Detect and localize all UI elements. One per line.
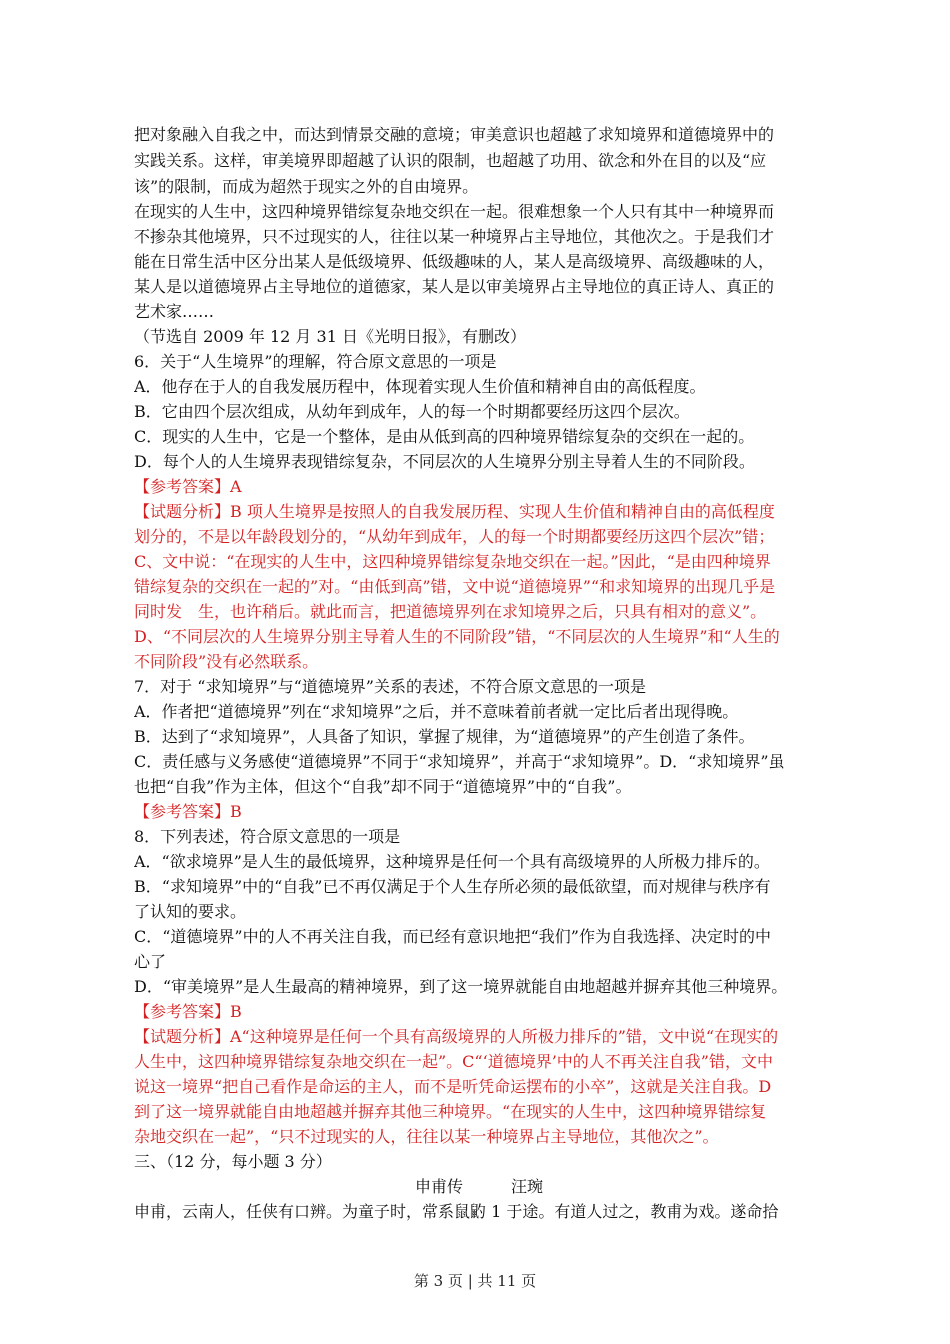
section-three-heading: 三、（12 分，每小题 3 分） bbox=[134, 1152, 332, 1171]
question-6-option-a: A．他存在于人的自我发展历程中，体现着实现人生价值和精神自由的高低程度。 bbox=[134, 377, 706, 396]
question-8-analysis: 杂地交织在一起”，“只不过现实的人，往往以某一种境界占主导地位，其他次之”。 bbox=[134, 1127, 719, 1146]
question-8-option-d: D．“审美境界”是人生最高的精神境界，到了这一境界就能自由地超越并摒弃其他三种境界。 bbox=[134, 977, 788, 996]
question-8-option-b: 了认知的要求。 bbox=[134, 902, 247, 921]
text-line: 该”的限制，而成为超然于现实之外的自由境界。 bbox=[134, 177, 479, 196]
question-6-option-b: B．它由四个层次组成，从幼年到成年，人的每一个时期都要经历这四个层次。 bbox=[134, 402, 690, 421]
question-7-option-d: 也把“自我”作为主体，但这个“自我”却不同于“道德境界”中的“自我”。 bbox=[134, 777, 632, 796]
question-8-analysis: 到了这一境界就能自由地超越并摒弃其他三种境界。“在现实的人生中，这四种境界错综复 bbox=[134, 1102, 767, 1121]
question-7-answer: 【参考答案】B bbox=[134, 802, 242, 821]
text-line: 实践关系。这样，审美境界即超越了认识的限制，也超越了功用、欲念和外在目的以及“应 bbox=[134, 151, 767, 170]
question-7-option-a: A．作者把“道德境界”列在“求知境界”之后，并不意味着前者就一定比后者出现得晚。 bbox=[134, 702, 739, 721]
page-footer: 第 3 页 | 共 11 页 bbox=[413, 1272, 537, 1290]
question-8-stem: 8．下列表述，符合原文意思的一项是 bbox=[134, 827, 401, 846]
question-6-option-d: D．每个人的人生境界表现错综复杂，不同层次的人生境界分别主导着人生的不同阶段。 bbox=[134, 452, 755, 471]
question-8-analysis: 【试题分析】A“这种境界是任何一个具有高级境界的人所极力排斥的”错，文中说“在现实的 bbox=[134, 1027, 779, 1046]
question-6-analysis: 错综复杂的交织在一起的”对。“由低到高”错，文中说“道德境界”“和求知境界的出现几乎是 bbox=[134, 577, 776, 596]
question-7-stem: 7．对于 “求知境界”与“道德境界”关系的表述，不符合原文意思的一项是 bbox=[134, 677, 646, 696]
question-6-analysis: 划分的，不是以年龄段划分的，“从幼年到成年，人的每一个时期都要经历这四个层次”错； bbox=[134, 527, 775, 546]
question-6-stem: 6．关于“人生境界”的理解，符合原文意思的一项是 bbox=[134, 352, 497, 371]
question-8-option-b: B．“求知境界”中的“自我”已不再仅满足于个人生存所必须的最低欲望，而对规律与秩序有 bbox=[134, 877, 771, 896]
question-8-analysis: 说这一境界“把自己看作是命运的主人，而不是听凭命运摆布的小卒”，这就是关注自我。D bbox=[134, 1077, 772, 1096]
source-citation: （节选自 2009 年 12 月 31 日《光明日报》，有删改） bbox=[134, 327, 526, 346]
question-8-answer: 【参考答案】B bbox=[134, 1002, 242, 1021]
text-line: 在现实的人生中，这四种境界错综复杂地交织在一起。很难想象一个人只有其中一种境界而 bbox=[134, 202, 775, 221]
text-line: 某人是以道德境界占主导地位的道德家，某人是以审美境界占主导地位的真正诗人、真正的 bbox=[134, 277, 775, 296]
passage-text-line: 申甫，云南人，任侠有口辨。为童子时，常系鼠䶂 1 于途。有道人过之，教甫为戏。遂命拾 bbox=[134, 1202, 779, 1221]
text-line: 不掺杂其他境界，只不过现实的人，往往以某一种境界占主导地位，其他次之。于是我们才 bbox=[134, 227, 775, 246]
question-6-analysis: D、“不同层次的人生境界分别主导着人生的不同阶段”错，“不同层次的人生境界”和“人生的 bbox=[134, 627, 780, 646]
question-6-analysis: 同时发 生，也许稍后。就此而言，把道德境界列在求知境界之后，只具有相对的意义”。 bbox=[134, 602, 767, 621]
question-8-option-c: C．“道德境界”中的人不再关注自我，而已经有意识地把“我们”作为自我选择、决定时的中 bbox=[134, 927, 771, 946]
question-6-analysis: 【试题分析】B 项人生境界是按照人的自我发展历程、实现人生价值和精神自由的高低程度 bbox=[134, 502, 775, 521]
question-6-option-c: C．现实的人生中，它是一个整体，是由从低到高的四种境界错综复杂的交织在一起的。 bbox=[134, 427, 755, 446]
question-8-option-c: 心了 bbox=[134, 952, 167, 971]
question-8-analysis: 人生中，这四种境界错综复杂地交织在一起”。C“‘道德境界’中的人不再关注自我”错，文中 bbox=[134, 1052, 773, 1071]
question-6-analysis: C、文中说：“在现实的人生中，这四种境界错综复杂地交织在一起。”因此，“是由四种境界 bbox=[134, 552, 771, 571]
question-6-answer: 【参考答案】A bbox=[134, 477, 242, 496]
text-line: 能在日常生活中区分出某人是低级境界、低级趣味的人，某人是高级境界、高级趣味的人， bbox=[134, 252, 775, 271]
question-6-analysis: 不同阶段”没有必然联系。 bbox=[134, 652, 319, 671]
question-7-option-c: C．责任感与义务感使“道德境界”不同于“求知境界”，并高于“求知境界”。D．“求知境界”虽 bbox=[134, 752, 785, 771]
question-8-option-a: A．“欲求境界”是人生的最低境界，这种境界是任何一个具有高级境界的人所极力排斥的。 bbox=[134, 852, 770, 871]
text-line: 把对象融入自我之中，而达到情景交融的意境；审美意识也超越了求知境界和道德境界中的 bbox=[134, 125, 775, 144]
passage-title: 申甫传 汪琬 bbox=[414, 1177, 543, 1196]
question-7-option-b: B．达到了“求知境界”，人具备了知识，掌握了规律，为“道德境界”的产生创造了条件。 bbox=[134, 727, 755, 746]
text-line: 艺术家…… bbox=[134, 302, 215, 321]
